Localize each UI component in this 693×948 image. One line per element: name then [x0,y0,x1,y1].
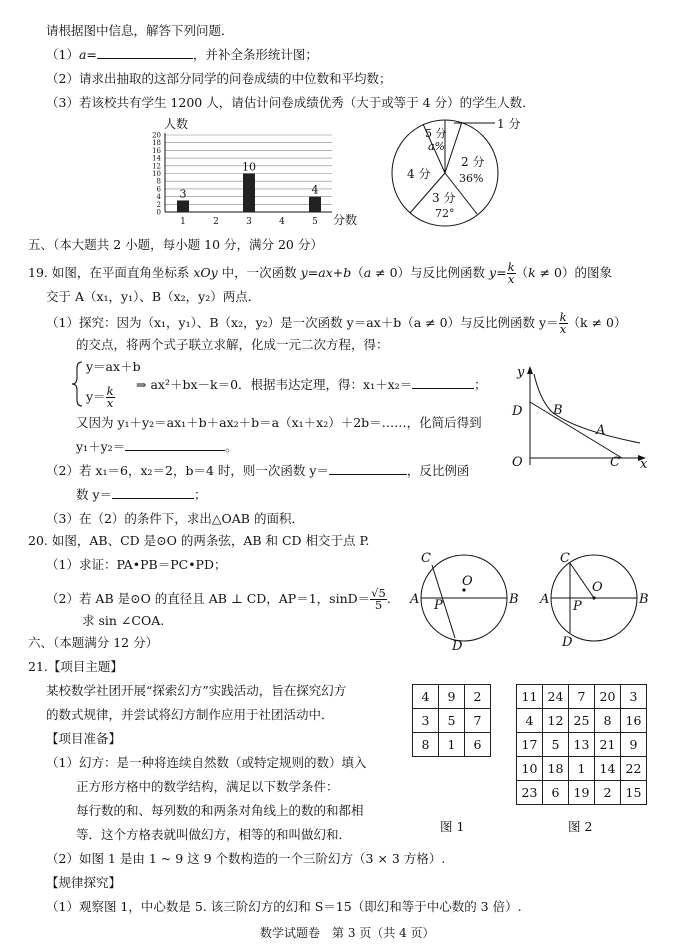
magic-square-3x3 [412,684,491,757]
y-tick-label: 0 [156,208,161,217]
graph-label-D: D [512,404,523,419]
c1-label-P: P [434,598,443,613]
x-tick-label: 2 [213,217,219,227]
y-tick-label: 20 [152,131,161,140]
bar-value-label: 10 [242,160,256,174]
q19-t: （ [351,265,364,280]
q21-line11: （1）观察图 1，中心数是 5. 该三阶幻方的幻和 S＝15（即幻和等于中心数的 3 倍）. [46,899,522,914]
q19-t: 中，一次函数 [217,265,301,280]
q19-line6: 又因为 y₁＋y₂＝ax₁＋b＋ax₂＋b＝a（x₁＋x₂）＋2b＝……，化简后得到 [76,415,482,430]
magic-square-cell: 14 [595,757,621,781]
q19-t: ； [194,487,207,502]
c1-label-A: A [410,592,420,607]
magic-square-cell: 6 [543,781,569,805]
magic-square-5x5 [516,684,647,805]
c1-label-C: C [421,551,431,566]
frac-denominator: x [106,396,114,410]
y-tick-label: 8 [156,177,161,186]
q19-t: a [363,265,372,280]
y-tick-label: 14 [152,154,161,163]
q19-t: ≠ 0）的图象 [535,265,613,280]
magic-square-cell: 15 [621,781,647,805]
bar-value-label: 4 [311,183,319,197]
pie-value-3: 72° [435,207,455,220]
magic-square-cell: 10 [517,757,543,781]
x-tick-label: 3 [246,217,252,227]
magic-square-cell: 8 [595,709,621,733]
frac-denominator: x [559,322,567,336]
bar-chart-xlabel: 分数 [333,213,358,227]
q19-t: k [528,265,536,280]
pie-value-5: a% [428,140,446,153]
q21-line10: 【规律探究】 [46,875,122,890]
q20-line4: 求 sin ∠COA. [82,613,165,628]
q19-t: = [496,265,507,280]
q19-line4: 的交点，将两个式子联立求解，化成一元二次方程，得： [76,337,389,352]
magic-square-cell: 7 [569,685,595,709]
magic-square-cell: 3 [413,709,439,733]
q20-line1: 20. 如图，AB、CD 是⊙O 的两条弦，AB 和 CD 相交于点 P. [28,533,370,548]
magic-square-cell: 2 [595,781,621,805]
x-tick-label: 4 [279,217,285,227]
q19-line2: 交于 A（x₁，y₁）、B（x₂，y₂）两点． [46,289,261,304]
bar-value-label: 3 [179,187,187,201]
q19-t: ≠ 0）与反比例函数 [371,265,490,280]
magic-square-row [413,709,491,733]
magic-square-row [517,685,647,709]
magic-square-row [413,685,491,709]
magic-square-cell: 7 [465,709,491,733]
q19-t: ； [474,377,487,392]
q21-line7: 每行数的和、每列数的和两条对角线上的数的和都相 [76,803,364,818]
c2-label-D: D [562,635,573,650]
magic-square-cell: 9 [439,685,465,709]
graph-label-y: y [517,365,525,380]
magic-square-cell: 4 [413,685,439,709]
pie-label-3: 3 分 [432,191,456,205]
magic-square-row [517,781,647,805]
pie-label-5: 5 分 [425,127,447,140]
c2-label-P: P [573,599,582,614]
magic-square-cell: 2 [465,685,491,709]
x-tick-label: 1 [180,217,186,227]
q19-t: y₁＋y₂＝ [76,439,126,454]
q21-line8: 等．这个方格表就叫做幻方，相等的和叫做幻和． [76,827,352,842]
c1-label-O: O [462,574,473,589]
c2-label-A: A [540,592,550,607]
graph-label-O: O [512,455,523,470]
c1-label-B: B [509,592,519,607]
pie-label-2: 2 分 [461,155,485,169]
magic-square-cell: 1 [439,733,465,757]
q19-t: ⇒ ax²＋bx－k＝0．根据韦达定理，得：x₁＋x₂＝ [136,377,413,392]
magic-square-cell: 21 [595,733,621,757]
magic-square-cell: 18 [543,757,569,781]
y-tick-label: 2 [156,200,161,209]
intro-text: 请根据图中信息，解答下列问题． [46,23,234,38]
magic-square-row [517,733,647,757]
frac-numerator: k [106,384,114,398]
q21-line9: （2）如图 1 是由 1 ~ 9 这 9 个数构造的一个三阶幻方（3 × 3 方格）. [46,851,446,866]
q19-t: 数 y＝ [76,487,113,502]
magic-square-cell: 9 [621,733,647,757]
magic-square-cell: 11 [517,685,543,709]
graph-label-x: x [640,457,648,472]
y-tick-label: 6 [156,185,161,194]
q19-t: ，反比例函 [406,463,470,478]
q20-line2: （1）求证：PA•PB＝PC•PD； [46,557,227,572]
magic-square-cell: 1 [569,757,595,781]
bar-chart-ylabel: 人数 [164,117,189,131]
q18-part3: （3）若该校共有学生 1200 人，请估计问卷成绩优秀（大于或等于 4 分）的学生人数． [46,95,535,110]
y-tick-label: 12 [152,162,161,171]
magic-square-cell: 23 [517,781,543,805]
c1-label-D: D [452,639,463,654]
graph-label-C: C [610,455,620,470]
pie-label-4: 4 分 [407,167,431,181]
magic-square-cell: 5 [439,709,465,733]
q19-t: （k ≠ 0） [567,315,627,330]
magic-square-cell: 3 [621,685,647,709]
q19-t: y [489,265,497,280]
q19-t: + [332,265,344,280]
q21-line4: 【项目准备】 [46,731,122,746]
magic-square-cell: 19 [569,781,595,805]
frac-denominator: 5 [374,598,383,612]
section6-heading: 六、（本题满分 12 分） [28,635,159,650]
frac-numerator: k [507,260,515,274]
q21-line1: 21.【项目主题】 [28,659,123,674]
c2-label-O: O [592,580,603,595]
q19-t: 19. 如图，在平面直角坐标系 [28,265,194,280]
frac-numerator: k [559,310,567,324]
q19-line10: （3）在（2）的条件下，求出△OAB 的面积． [46,511,304,526]
q19-t: （ [515,265,529,280]
segment-CO [570,563,594,598]
q21-line6: 正方形方格中的数学结构，满足以下数学条件： [76,779,339,794]
magic-square-cell: 25 [569,709,595,733]
q18-part2: （2）请求出抽取的这部分同学的问卷成绩的中位数和平均数； [46,71,392,86]
q19-t: ax [318,265,333,280]
q18-p1-rest: ，并补全条形统计图； [192,47,318,62]
fig2-caption: 图 2 [568,819,593,834]
q19-t: b [343,265,352,280]
magic-square-cell: 5 [543,733,569,757]
pie-value-2: 36% [459,172,484,185]
q20-t: . [386,591,391,606]
y-tick-label: 4 [156,193,161,202]
q20-t: （2）若 AB 是⊙O 的直径且 AB ⊥ CD，AP＝1，sinD＝ [46,591,371,606]
magic-square-cell: 4 [517,709,543,733]
q19-t: 。 [225,439,238,454]
q19-t: y＝ [86,389,106,404]
q18-p1-label: （1） [46,47,79,62]
q21-line2: 某校数学社团开展“探索幻方”实践活动，旨在探究幻方 [46,683,347,698]
q18-p1-eq: = [86,47,97,62]
q19-t: （2）若 x₁＝6，x₂＝2，b＝4 时，则一次函数 y＝ [46,463,329,478]
q19-t: xOy [193,265,218,280]
magic-square-cell: 8 [413,733,439,757]
magic-square-cell: 16 [621,709,647,733]
magic-square-cell: 12 [543,709,569,733]
fig1-caption: 图 1 [440,819,465,834]
frac-numerator: √5 [371,586,386,600]
q19-t: y [300,265,308,280]
q21-line5: （1）幻方：是一种将连续自然数（或特定规则的数）填入 [46,755,367,770]
center-dot [592,596,595,599]
c2-label-B: B [639,592,649,607]
x-tick-label: 5 [312,217,318,227]
q19-t: （1）探究：因为（x₁，y₁）、B（x₂，y₂）是一次函数 y＝ax＋b（a ≠ 0）与反比例函数 y＝ [46,315,559,330]
c2-label-C: C [560,551,570,566]
magic-square-cell: 17 [517,733,543,757]
graph-label-B: B [553,403,563,418]
section5-heading: 五、（本大题共 2 小题，每小题 10 分，满分 20 分） [28,237,323,252]
frac-denominator: x [507,272,515,286]
y-tick-label: 16 [152,146,161,155]
page-footer: 数学试题卷 第 3 页（共 4 页） [260,926,435,940]
magic-square-cell: 13 [569,733,595,757]
y-tick-label: 18 [152,139,161,148]
magic-square-cell: 24 [543,685,569,709]
system-eq1: y＝ax＋b [86,359,141,374]
pie-label-1: 1 分 [497,117,521,131]
magic-square-row [413,733,491,757]
magic-square-cell: 22 [621,757,647,781]
magic-square-cell: 20 [595,685,621,709]
q21-line3: 的数式规律，并尝试将幻方制作应用于社团活动中． [46,707,334,722]
graph-label-A: A [596,423,606,438]
q19-t: = [307,265,319,280]
y-tick-label: 10 [152,170,161,178]
magic-square-cell: 6 [465,733,491,757]
magic-square-row [517,757,647,781]
q18-p1-a: a [78,47,87,62]
magic-square-row [517,709,647,733]
